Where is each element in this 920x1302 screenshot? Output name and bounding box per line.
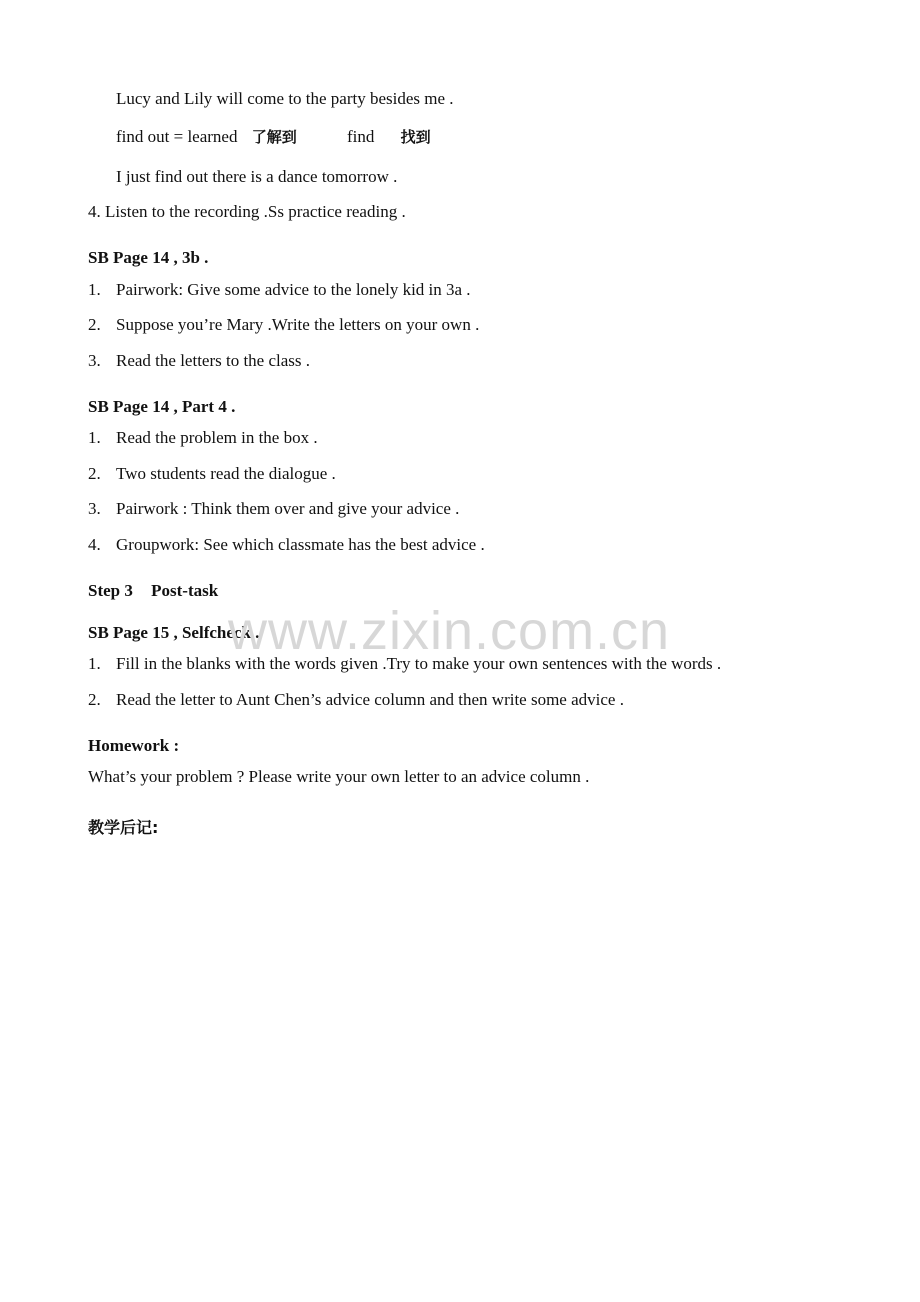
watermark-text: www.zixin.com.cn [228, 601, 671, 661]
list-item-number: 3. [88, 351, 101, 370]
list-item-number: 1. [88, 428, 101, 447]
list-item-text: Read the letter to Aunt Chen’s advice column and then write some advice . [116, 690, 624, 709]
list-item-text: Suppose you’re Mary .Write the letters on your own . [116, 315, 480, 334]
section-heading-selfcheck: SB Page 15 , Selfcheck . [88, 623, 260, 642]
list-item-number: 3. [88, 499, 101, 518]
homework-heading: Homework : [88, 736, 180, 755]
list-item-text: Pairwork: Give some advice to the lonely kid in 3a . [116, 280, 471, 299]
list-item-number: 2. [88, 315, 101, 334]
vocab-find-out-chinese: 了解到 [251, 128, 297, 146]
list-item-text: Read the letters to the class . [116, 351, 311, 370]
vocab-find-chinese: 找到 [400, 128, 431, 146]
teaching-notes-heading: 教学后记: [88, 818, 159, 837]
list-item-number: 2. [88, 464, 101, 483]
list-item-text: Pairwork : Think them over and give your advice . [116, 499, 460, 518]
list-item-number: 4. [88, 535, 101, 554]
vocab-find-out-term: find out = learned [116, 127, 238, 146]
list-item-text: Groupwork: See which classmate has the best advice . [116, 535, 485, 554]
example-sentence-find-out: I just find out there is a dance tomorrow . [116, 167, 398, 186]
step-3-label: Step 3 [88, 581, 133, 600]
section-heading-part4: SB Page 14 , Part 4 . [88, 397, 236, 416]
step-3-title: Post-task [151, 581, 219, 600]
section-heading-3b: SB Page 14 , 3b . [88, 248, 209, 267]
step-3-heading [88, 581, 218, 601]
list-item-text: Fill in the blanks with the words given .Try to make your own sentences with the words . [116, 654, 722, 673]
step-4-listen: 4. Listen to the recording .Ss practice reading . [88, 202, 406, 221]
list-item-number: 1. [88, 280, 101, 299]
list-item-text: Read the problem in the box . [116, 428, 318, 447]
vocab-find-out [116, 127, 431, 147]
list-item-number: 2. [88, 690, 101, 709]
vocab-find-term: find [346, 127, 375, 146]
list-item-number: 1. [88, 654, 101, 673]
example-sentence-besides: Lucy and Lily will come to the party besides me . [116, 89, 454, 108]
homework-text: What’s your problem ? Please write your own letter to an advice column . [88, 767, 590, 786]
list-item-text: Two students read the dialogue . [116, 464, 336, 483]
